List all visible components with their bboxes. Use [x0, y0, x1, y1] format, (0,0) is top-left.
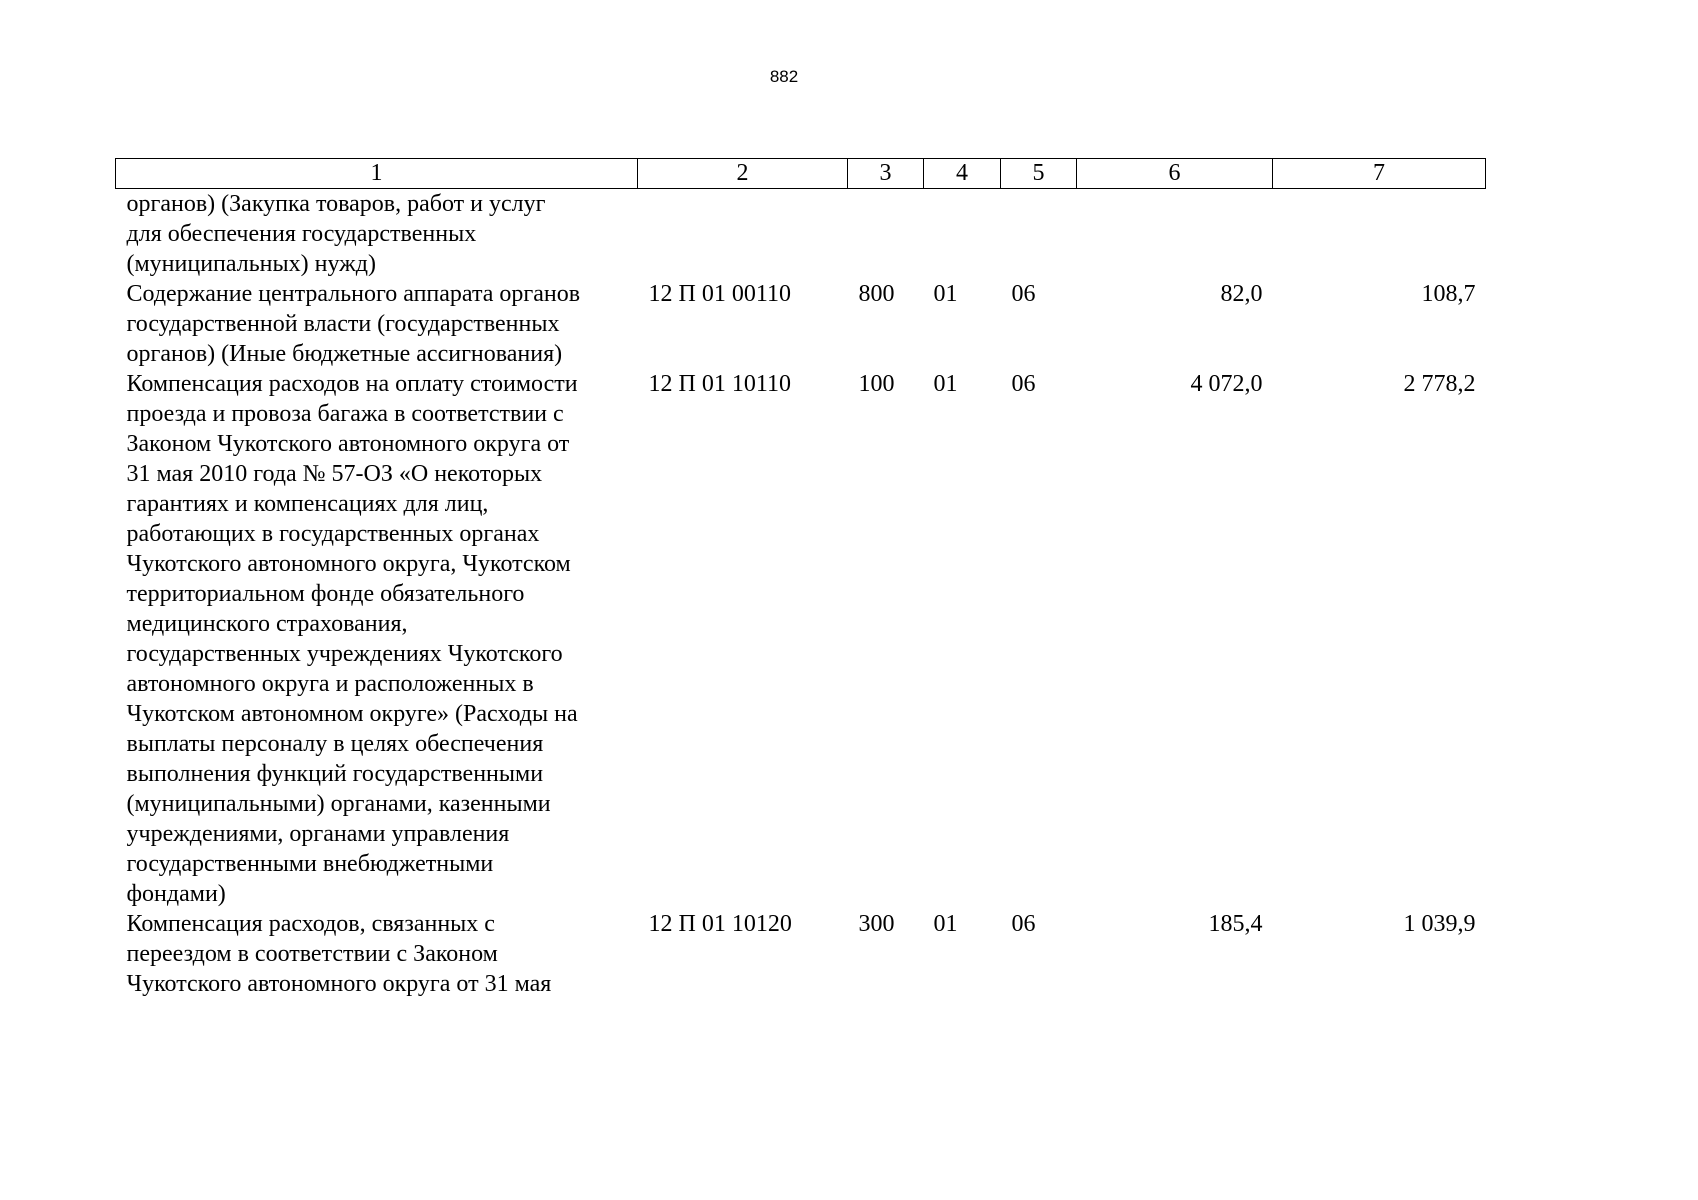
row-section: 01 — [933, 911, 958, 937]
row-section: 01 — [933, 371, 958, 397]
column-header-2: 2 — [638, 159, 848, 189]
column-header-1: 1 — [116, 159, 638, 189]
budget-table — [115, 158, 1486, 999]
row-section — [924, 189, 1001, 280]
column-header-7: 7 — [1273, 159, 1486, 189]
row-name: органов) (Закупка товаров, работ и услуг для обеспечения государственных (муниципальных) нужд) — [126, 191, 546, 277]
row-target-code: 12 П 01 10120 — [648, 911, 792, 937]
row-name: Содержание центрального аппарата органов государственной власти (государственных органов) (Иные бюджетные ассигнования) — [126, 281, 581, 367]
row-amount-1: 82,0 — [1220, 281, 1263, 307]
page-number: 882 — [769, 67, 799, 86]
row-target-code: 12 П 01 10110 — [648, 371, 791, 397]
table-row — [116, 369, 1486, 909]
row-amount-2: 1 039,9 — [1403, 911, 1476, 937]
row-subsection: 06 — [1011, 371, 1036, 397]
row-amount-2: 108,7 — [1421, 281, 1476, 307]
row-amount-1 — [1077, 189, 1273, 280]
table-row — [116, 909, 1486, 999]
row-amount-2: 2 778,2 — [1403, 371, 1476, 397]
row-expense-type: 300 — [858, 911, 895, 937]
row-expense-type — [848, 189, 924, 280]
row-subsection — [1001, 189, 1077, 280]
column-header-4: 4 — [924, 159, 1001, 189]
table-header-row — [116, 159, 1486, 189]
column-header-6: 6 — [1077, 159, 1273, 189]
row-amount-1: 185,4 — [1208, 911, 1263, 937]
row-subsection: 06 — [1011, 911, 1036, 937]
row-name: Компенсация расходов на оплату стоимости проезда и провоза багажа в соответствии с Законом Чукотского автономного округа от 31 мая 2010 года № 57-ОЗ «О некоторых гарантиях и компенсациях для лиц, работающих в государственных органах Чукотского автономного округа, Чукотском территориальном фонде обязательного медицинского страхования, государственных учреждениях Чукотского автономного округа и расположенных в Чукотском автономном округе» (Расходы на выплаты персоналу в целях обеспечения выполнения функций государственными (муниципальными) органами, казенными учреждениями, органами управления государственными внебюджетными фондами) — [126, 371, 578, 907]
row-subsection: 06 — [1011, 281, 1036, 307]
row-expense-type: 800 — [858, 281, 895, 307]
column-header-3: 3 — [848, 159, 924, 189]
row-name: Компенсация расходов, связанных с переездом в соответствии с Законом Чукотского автономного округа от 31 мая — [126, 911, 552, 997]
row-expense-type: 100 — [858, 371, 895, 397]
row-target-code — [638, 189, 848, 280]
row-section: 01 — [933, 281, 958, 307]
table-row — [116, 189, 1486, 280]
column-header-5: 5 — [1001, 159, 1077, 189]
row-amount-2 — [1273, 189, 1486, 280]
table-row — [116, 279, 1486, 369]
row-target-code: 12 П 01 00110 — [648, 281, 791, 307]
row-amount-1: 4 072,0 — [1190, 371, 1263, 397]
